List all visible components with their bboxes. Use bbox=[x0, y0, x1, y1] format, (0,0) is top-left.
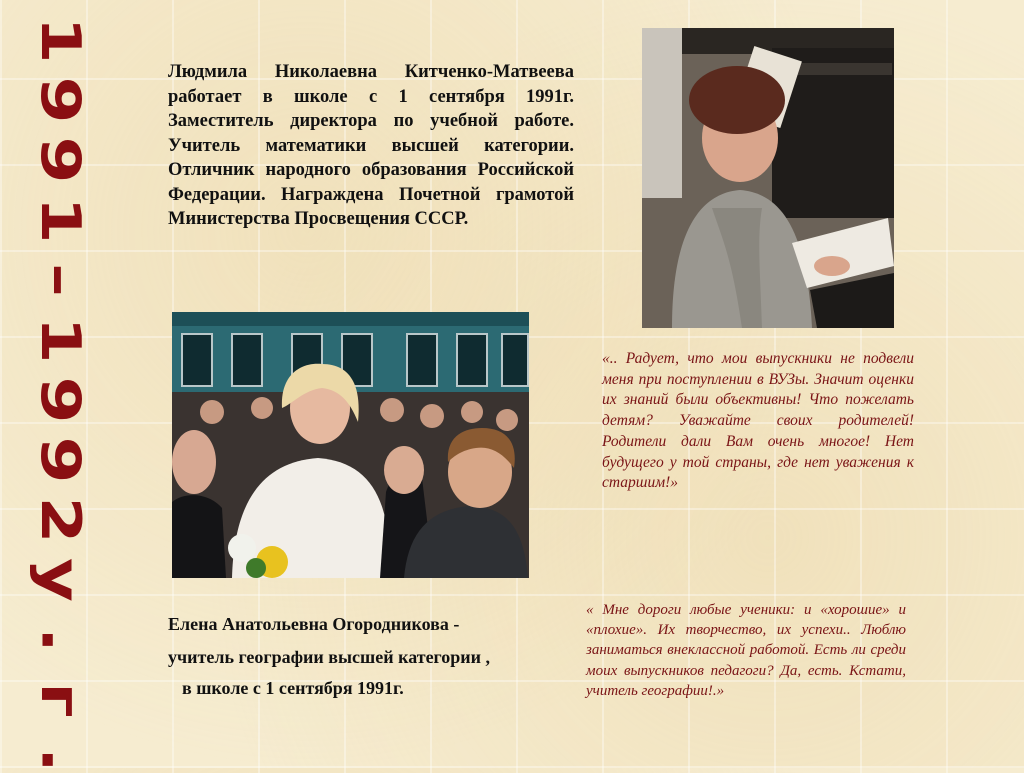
year-char: 9 bbox=[28, 436, 92, 484]
teacher2-quote: « Мне дороги любые ученики: и «хорошие» и «плохие». Их творчество, их успехи.. Люблю заниматься внеклассной работой. Есть ли среди моих выпускников педагоги? Да, есть. Кстати, учитель географии!.» bbox=[586, 602, 906, 699]
year-char: 2 bbox=[28, 496, 92, 544]
year-char: 1 bbox=[28, 16, 92, 64]
teacher2-date-line: в школе с 1 сентября 1991г. bbox=[182, 678, 404, 698]
year-char: г bbox=[29, 682, 92, 718]
teacher1-photo-illustration bbox=[642, 28, 894, 328]
year-char: 1 bbox=[28, 316, 92, 364]
teacher2-title-line: учитель географии высшей категории , bbox=[168, 647, 491, 667]
year-char: – bbox=[29, 263, 92, 297]
year-char: 9 bbox=[28, 136, 92, 184]
year-char: 9 bbox=[28, 76, 92, 124]
year-char: . bbox=[28, 627, 92, 653]
year-char: 9 bbox=[28, 376, 92, 424]
year-char: 1 bbox=[28, 196, 92, 244]
year-char: . bbox=[28, 747, 92, 773]
teacher2-photo-illustration bbox=[172, 312, 529, 578]
teacher2-photo bbox=[172, 312, 529, 578]
teacher1-quote: «.. Радует, что мои выпускники не подвели меня при поступлении в ВУЗы. Значит оценки их знаний были объективны! Что пожелать детям? Уважайте своих родителей! Родители дали Вам очень многое! Нет будущего у той страны, где нет уважения к старшим!» bbox=[602, 350, 914, 492]
year-char: у bbox=[28, 557, 92, 603]
teacher1-bio: Людмила Николаевна Китченко-Матвеева работает в школе с 1 сентября 1991г. Заместитель директора по учебной работе. Учитель математики высшей категории. Отличник народного образования Российской Федерации. Награждена Почетной грамотой Министерства Просвещения СССР. bbox=[168, 62, 574, 229]
vertical-year-title bbox=[28, 10, 92, 773]
teacher1-photo bbox=[642, 28, 894, 328]
teacher2-name-line: Елена Анатольевна Огородникова - bbox=[168, 614, 460, 634]
